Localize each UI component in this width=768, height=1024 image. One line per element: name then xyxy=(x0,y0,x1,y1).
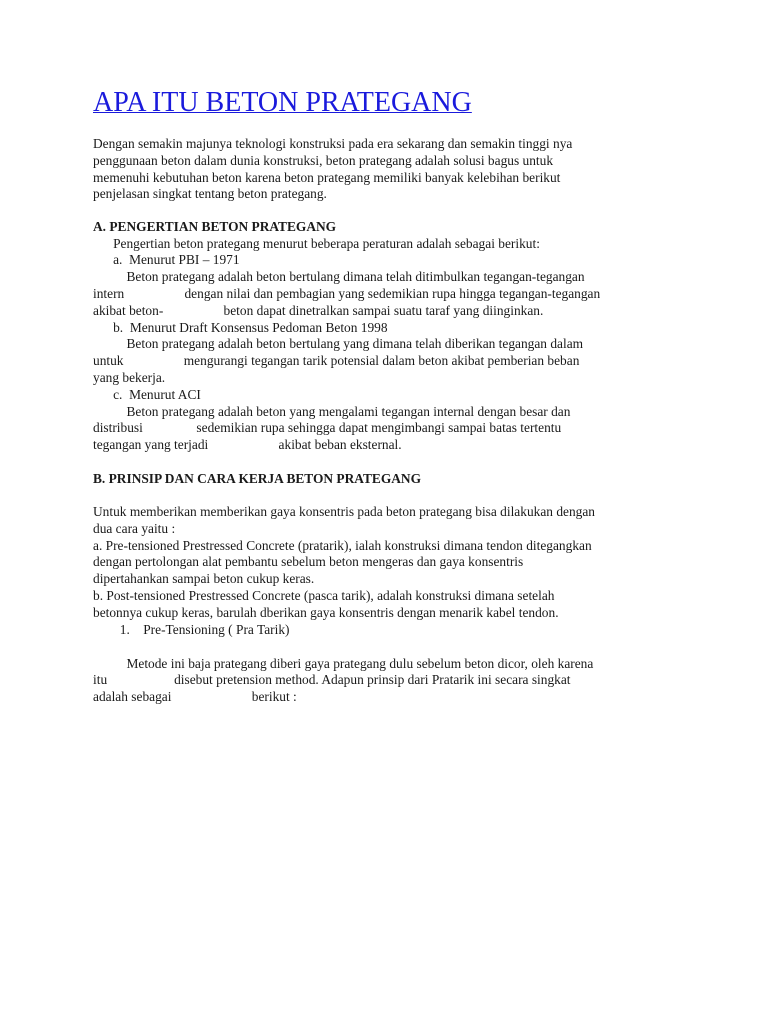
section-a-line: b. Menurut Draft Konsensus Pedoman Beton 1998 xyxy=(93,320,388,335)
section-a-line: Beton prategang adalah beton bertulang yang dimana telah diberikan tegangan dalam xyxy=(93,336,584,351)
section-a-line: Beton prategang adalah beton yang mengalami tegangan internal dengan besar dan xyxy=(93,404,571,419)
section-a-line: c. Menurut ACI xyxy=(93,387,201,402)
section-a-line: intern dengan nilai dan pembagian yang sedemikian rupa hingga tegangan-tegangan xyxy=(93,286,601,301)
intro-line: Dengan semakin majunya teknologi konstruksi pada era sekarang dan semakin tinggi nya xyxy=(93,136,573,151)
section-a-line: Pengertian beton prategang menurut beberapa peraturan adalah sebagai berikut: xyxy=(93,236,540,251)
section-b-line: a. Pre-tensioned Prestressed Concrete (pratarik), ialah konstruksi dimana tendon ditegangkan xyxy=(93,538,592,553)
section-b-line: b. Post-tensioned Prestressed Concrete (pasca tarik), adalah konstruksi dimana setelah xyxy=(93,588,555,603)
section-b-line: dua cara yaitu : xyxy=(93,521,176,536)
section-b-line: dengan pertolongan alat pembantu sebelum beton mengeras dan gaya konsentris xyxy=(93,554,524,569)
section-a-line: Beton prategang adalah beton bertulang dimana telah ditimbulkan tegangan-tegangan xyxy=(93,269,585,284)
closing-line: adalah sebagai berikut : xyxy=(93,689,297,704)
intro-line: memenuhi kebutuhan beton karena beton prategang memiliki banyak kelebihan berikut xyxy=(93,170,561,185)
intro-line: penjelasan singkat tentang beton prategang. xyxy=(93,186,327,201)
intro-line: penggunaan beton dalam dunia konstruksi, beton prategang adalah solusi bagus untuk xyxy=(93,153,554,168)
section-a-line: untuk mengurangi tegangan tarik potensial dalam beton akibat pemberian beban xyxy=(93,353,580,368)
closing-line: Metode ini baja prategang diberi gaya prategang dulu sebelum beton dicor, oleh karena xyxy=(93,656,594,671)
section-b-heading: B. PRINSIP DAN CARA KERJA BETON PRATEGANG xyxy=(93,471,421,486)
section-a-line: a. Menurut PBI – 1971 xyxy=(93,252,240,267)
section-a-line: akibat beton- beton dapat dinetralkan sampai suatu taraf yang diinginkan. xyxy=(93,303,544,318)
section-a-line: yang bekerja. xyxy=(93,370,166,385)
section-b-line: betonnya cukup keras, barulah dberikan gaya konsentris dengan menarik kabel tendon. xyxy=(93,605,559,620)
section-b-line: dipertahankan sampai beton cukup keras. xyxy=(93,571,315,586)
section-a-line: tegangan yang terjadi akibat beban eksternal. xyxy=(93,437,402,452)
page-title: APA ITU BETON PRATEGANG xyxy=(93,87,472,118)
section-b-line: 1. Pre-Tensioning ( Pra Tarik) xyxy=(93,622,290,637)
section-b-line: Untuk memberikan memberikan gaya konsentris pada beton prategang bisa dilakukan dengan xyxy=(93,504,595,519)
closing-line: itu disebut pretension method. Adapun prinsip dari Pratarik ini secara singkat xyxy=(93,672,571,687)
section-a-heading: A. PENGERTIAN BETON PRATEGANG xyxy=(93,219,337,234)
section-a-line: distribusi sedemikian rupa sehingga dapat mengimbangi sampai batas tertentu xyxy=(93,420,562,435)
